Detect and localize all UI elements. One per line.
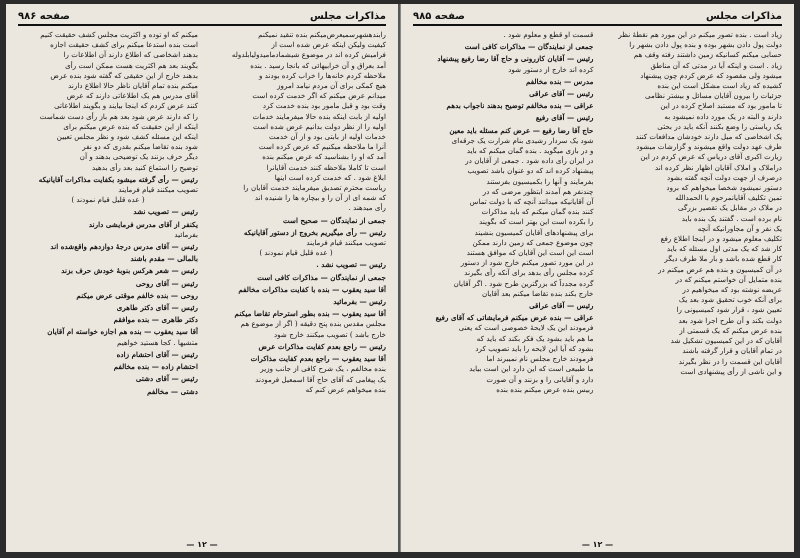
text-line: طرف عهد دولت واقع میشوند و گزارشات میشود (636, 142, 782, 152)
text-line: مجلس مقدس بنده پنج دقیقه ( اگر از موضوع هم (240, 319, 386, 329)
text-line: رئیس — آقایان کازرونی و حاج آقا رضا رفیع پیشنهاد (437, 54, 594, 64)
text-line: بدهند اشخاصی که اطلاع دارند آن اطلاعات را (63, 50, 198, 60)
text-line: دکتر طاهری — بنده موافقم (113, 315, 198, 325)
text-line: در ایران رأی داده شود . جمعی از آقایان در (465, 156, 594, 166)
text-line: بدهند خارج از این حقیقی که گفته شود بنده عرض (50, 70, 198, 80)
text-line: در ملاک در مقابل یک تقصیر بزرگی (677, 203, 782, 213)
text-line: کنند عرض کردم که اینجا بیایند و بگویند اطلاعاتی (54, 101, 198, 111)
text-line: و این ناشی از رأی پیشنهادی است (680, 366, 782, 376)
text-line: زیارت اکبری آقای دریاس که عرض کردم در این (640, 152, 782, 162)
page-986 (6, 4, 400, 552)
text-line: عراقی — بنده مخالفم توضیح بدهند ناجواب بدهم (446, 101, 594, 111)
text-line: ( عده قلیل قیام نمودند ) (259, 248, 333, 258)
text-line: بشود که آیا این لایحه را باید تصویب کرد (475, 343, 594, 353)
text-line: دراملاک و املاک آقایان اظهار نظر کرده اند (654, 162, 782, 172)
text-line: نام برده است . گفتند یک بنده باید (681, 213, 782, 223)
text-line: اینکه از این حقیقت که بنده عرض میکنم برای (63, 121, 198, 131)
text-line: رئیس — آقای مدرس درجهٔ دوازدهم واقع‌شده اند (50, 242, 198, 252)
text-line: کار شد که یک مدتی اول مسئله که باید (666, 244, 782, 254)
text-line: ابلاغ شود . که خدمت کرده است اینها (274, 172, 386, 182)
text-line: آقا سید یعقوب — بنده بطور استرحام تقاضا میکنم (234, 309, 386, 319)
text-line: تکلیف معلوم میشود و در اینجا اطلاع رفع (660, 234, 782, 244)
text-line: ( عده قلیل قیام نمودند ) (71, 195, 145, 205)
text-line: بفرمائید (174, 229, 198, 239)
text-line: است این است این آقایان که موافق هستند (466, 248, 594, 258)
text-line: بنده میخواهم عرض کنم که (305, 384, 386, 394)
text-line: جمعی از نمایندگان — مذاکرات کافی است (464, 42, 594, 52)
text-line: آقا سید یعقوب — بنده هم اجازه خواسته ام آقایان (47, 327, 198, 337)
column-left (413, 30, 594, 538)
text-line: دارد و آقایانی را و بزنند و آن صورت (486, 374, 594, 384)
text-line: چندنفر هم آمدند ابتظور مرضی که در (482, 186, 594, 196)
text-line: تمین تکلیف آقایانمرحوم با الحمدالله (675, 193, 782, 203)
page-title: مذاکرات مجلس (309, 10, 386, 22)
text-line: حسابی میکنم کسانیکه زمین داشتند رفته وقف هم (633, 50, 782, 60)
text-line: رئیس — رأی میگیریم بخروج از دستور آقایانیکه (243, 227, 386, 237)
text-line: فرامیش کرده اند در موضوع شیشمادمامیدولیابلدوله (231, 50, 386, 60)
text-line: پیشنهاد کرده اند که دو عنوان باشد تصویب (467, 166, 594, 176)
text-line: کرده مجلس رأی بدهد برای آنکه رأی بگیرند (464, 268, 594, 278)
text-line: بنده متمایل آن خواستم میکنم که در (675, 274, 782, 284)
column-right (602, 30, 783, 538)
text-line: میدانم عرض میکنم که اگر خدمت کرده است (252, 91, 386, 101)
text-line: تصویب میکنند قیام فرمایند (118, 185, 198, 195)
text-line: و در بازی میگوید . بنده گمان میکنم که باید (466, 146, 594, 156)
text-line: ملاحظه کردم خانه‌ها را خراب کرده بودند و (259, 70, 386, 80)
text-line: دشتی — مخالفم (147, 386, 198, 396)
text-line: رئیس — تصویب نشد . (316, 260, 386, 270)
text-line: آمد بعراق و آن خرابیهائی که بانجا رسید . بنده (250, 60, 386, 70)
text-line: دارند و البته در یک مورد داده نمیشود به (664, 111, 782, 121)
page-985 (400, 4, 794, 552)
text-line: در تمام آقایان و قرار گرفته باشند (682, 346, 782, 356)
text-line: ما طبیعی است که این دارد این است بیاید (469, 364, 594, 374)
page-header (413, 10, 782, 26)
column-right (206, 30, 386, 538)
text-line: را بکرده است این بهتر است که بگویند (479, 217, 594, 227)
text-line: ربیس بنده عرض میکنم بنده بنده (496, 384, 594, 394)
text-line: میشود ولی مقصود که عرض کردم چون پیشنهاد (640, 70, 782, 80)
text-line: اینکه این مسئله کشف شود و نظر مجلس تعیین (56, 132, 198, 142)
text-line: یکنفر از آقای مدرس فرمایشی دارند (88, 219, 198, 229)
text-line: آقای مدرس هم یک اطلاعاتی دارند که عرض (66, 91, 198, 101)
text-line: جمعی از نمایندگان — صحیح است (282, 215, 386, 225)
page-title: مذاکرات مجلس (705, 10, 782, 22)
text-line: یک نفر و آن مجاورانیکه آنچه (697, 223, 782, 233)
text-line: میکنم که او توده و اکثریت مجلس کشف حقیقت کنیم (40, 30, 198, 39)
text-line: رأی میدهند . (348, 203, 386, 213)
text-line: کرده اند خارج از دستور شود (508, 64, 594, 74)
text-line: برای آنکه خوب تحقیق شود بعد یک (678, 295, 782, 305)
text-columns (413, 30, 782, 538)
text-line: احتشام زاده — بنده مخالفم (113, 362, 198, 372)
text-line: آمد که او را بشناسید که عرض میکنم بنده (262, 152, 386, 162)
text-line: بگویند بعد هم اکثریت هست ممکن است رأی (65, 60, 198, 70)
text-line: رئیس — بفرمائید (333, 297, 386, 307)
text-line: وقت بود و قبل مامور بود بنده خدمت کرد (262, 101, 386, 111)
text-line: آن آقایانیکه میدانند آنچه که با دولت تماس (469, 197, 594, 207)
text-line: است بنده استدعا میکنم برای کشف حقیقت اجازه (50, 40, 198, 50)
text-line: بنده مخالفم ، یک شرح کافی از جانب وزیر (260, 364, 386, 374)
text-line: رئیس — رأی گرفته میشود بکفایت مذاکرات آقایانیکه (38, 174, 198, 184)
text-line: یک ریاستی را وضع بکنند آنکه باید در بحثی (657, 121, 782, 131)
text-line: بنده عرض میکنم که یک قسمتی از (679, 325, 782, 335)
text-line: کیفیت ولیکن اینکه عرض شده است از (271, 40, 386, 50)
text-line: مدرس — بنده مخالفم (525, 76, 594, 86)
text-line: قسمت او قطع و معلوم شود . (503, 30, 594, 39)
book-spread (6, 4, 794, 552)
text-line: خارج بکند بنده تقاضا میکنم بعد آقایان (482, 288, 594, 298)
page-number-label: صفحه ۹۸۶ (18, 10, 70, 22)
text-line: بفرمایند و آنها را بکمیسیون بفرستند (486, 176, 594, 186)
text-line: رئیس — راجع بعدم کفایت مذاکرات عرض (258, 341, 386, 351)
text-line: در این مورد تصور میکنم خارج شود از دستور (460, 258, 594, 268)
column-left (18, 30, 198, 538)
text-line: در آن کمیسیون و بنده هم عرض میکنم در (658, 264, 782, 274)
text-line: کنند بنده گمان میکنم که باید مذاکرات (481, 207, 594, 217)
text-line: دولت پول دادن بشهر بوده و بنده پول دادن بشهر را (629, 40, 782, 50)
text-line: آنرا ما ملاحظه میکنیم که عرض کرده است (258, 142, 386, 152)
text-line: کار قطع شده باشد و بار ملا طرف دیگر (664, 254, 782, 264)
text-line: فرمودند این یک لایحهٔ خصوصی است که یعنی (458, 323, 594, 333)
text-line: درصرف از جهت دولت آنچه گفته بشود (667, 172, 782, 182)
text-line: فرمودند خارج مجلس نام نمیبرند اما (486, 354, 594, 364)
text-line: عراقی — بنده عرض میکنم فرمایشاتی که آقای رفیع (435, 313, 594, 323)
text-line: حاج آقا رضا رفیع — عرض کنم مسئله باید معین (449, 125, 594, 135)
text-line: برای پیشنهادهای آقایان کمیسیون بنشیند (474, 227, 594, 237)
text-line: رئیس — آقای رفیع (535, 113, 594, 123)
text-line: آقایان که در این کمیسیون تشکیل شد (670, 336, 782, 346)
text-line: را که دارند عرض شود بعد هم باز رأی دست شماست (39, 111, 198, 121)
text-line: چون موضوع جمعی که زمین دارند ممکن (472, 237, 594, 247)
text-line: دستور نمیشود شخصا میخواهم که برود (666, 183, 782, 193)
text-line: رئیس — آقای عراقی (529, 89, 594, 99)
page-footer: — ۱۲ — (186, 540, 218, 549)
text-line: دولت بکند و آن طرح اجرا شود بعد (678, 315, 782, 325)
text-line: خدمات اولیه از بابتی بود و از آن خدمت (268, 132, 386, 142)
text-line: ریاست محترم تصدیق میفرمایند خدمت آقایان را (243, 183, 386, 193)
text-line: که شمه ای از آن را و بیچاره ها را شنیده اند (254, 193, 386, 203)
text-line: گرده مجدداً که بزرگترین طرح شود . اگر آقایان (453, 278, 594, 288)
text-line: بالمالی — مقدم باشند (130, 254, 198, 264)
text-columns (18, 30, 386, 538)
page-number-label: صفحه ۹۸۵ (413, 10, 465, 22)
text-line: رئیس — آقای احتشام زاده (116, 349, 198, 359)
text-line: کشیده که زیاد است مشکل است این بنده (657, 81, 782, 91)
text-line: اولیه از بابت اینکه بنده حالا میفرمایند خدمات (252, 111, 386, 121)
text-line: زیاد . است و اینکه آیا در مدتی که آن مناطق (650, 60, 782, 70)
text-line: رابندهشهرسمیعرض‌میکنم بنده تنقید نمیکنم (258, 30, 386, 39)
text-line: تعیین شود ، قرار شود کمیسیونی را (676, 305, 782, 315)
text-line: متشیها . کجا هستید خواهیم (117, 337, 198, 347)
page-header (18, 10, 386, 26)
text-line: رئیس — شعر هرکس بنوبهٔ خودش حرف بزند (61, 266, 198, 276)
text-line: رئیس — آقای روحی (135, 278, 198, 288)
text-line: جمعی از نمایندگان — مذاکرات کافی است (257, 272, 386, 282)
text-line: شود یک سردار رشیدی بنام شرارت یک جرقه‌ای (451, 135, 594, 145)
text-line: زیاد است . بنده تصور میکنم در این مورد هم نقطهٔ نظر (618, 30, 782, 39)
text-line: عریضه نوشته بود که میخواهیم در (682, 285, 782, 295)
text-line: خارج باشد ) تصویب میکنند خارج شود (273, 329, 386, 339)
text-line: میکنم بنده تمام آقایان ناظر حالا اطلاع دارند (68, 81, 198, 91)
text-line: جزئیات را بیرون آقایان مسائل و بیشتر نظامی (645, 91, 782, 101)
text-line: روحی — بنده خالفم موقتی عرض میکنم (76, 290, 198, 300)
text-line: آقا سید یعقوب — راجع بعدم کفایت مذاکرات (250, 354, 386, 364)
text-line: هیچ کمکی برای آن مردم نیامد امروز (277, 81, 386, 91)
text-line: دیگر حرف بزنند یک توضیحی بدهند و آن (79, 152, 198, 162)
text-line: رئیس — آقای عراقی (529, 301, 594, 311)
text-line: رئیس — آقای دکتر طاهری (116, 303, 198, 313)
text-line: شود بنده تقاضا میکنم بقدری که دو نفر (82, 142, 198, 152)
text-line: رئیس — آقای دشتی (135, 374, 198, 384)
text-line: تصویب میکنند قیام فرمایند (306, 238, 386, 248)
page-footer: — ۱۲ — (581, 540, 614, 549)
text-line: توضیح را استماع کنید بعد رأی بدهید (92, 162, 198, 172)
text-line: تا مامور بود که مستبد اصلاح کرده در این (660, 101, 782, 111)
text-line: آقا سید یعقوب — بنده با کفایت مذاکرات مخالفم (238, 284, 386, 294)
text-line: یک اشخاصی که میل دارند خودشان مدافعات کنند (635, 132, 782, 142)
text-line: اولیه را از نظر دولت بدانیم عرض شده است (253, 121, 386, 131)
text-line: رئیس — تصویب نشد (133, 207, 198, 217)
text-line: ما هم باید بشود یک فکر بکند که باید که (476, 333, 594, 343)
text-line: یک پیغامی که آقای حاج آقا اسمعیل فرمودند (255, 374, 386, 384)
text-line: آقایان این قسمت را در نظر بگیرند (678, 356, 782, 366)
text-line: است تا کاملا ملاحظه کنند خدمت آقایانرا (266, 162, 386, 172)
